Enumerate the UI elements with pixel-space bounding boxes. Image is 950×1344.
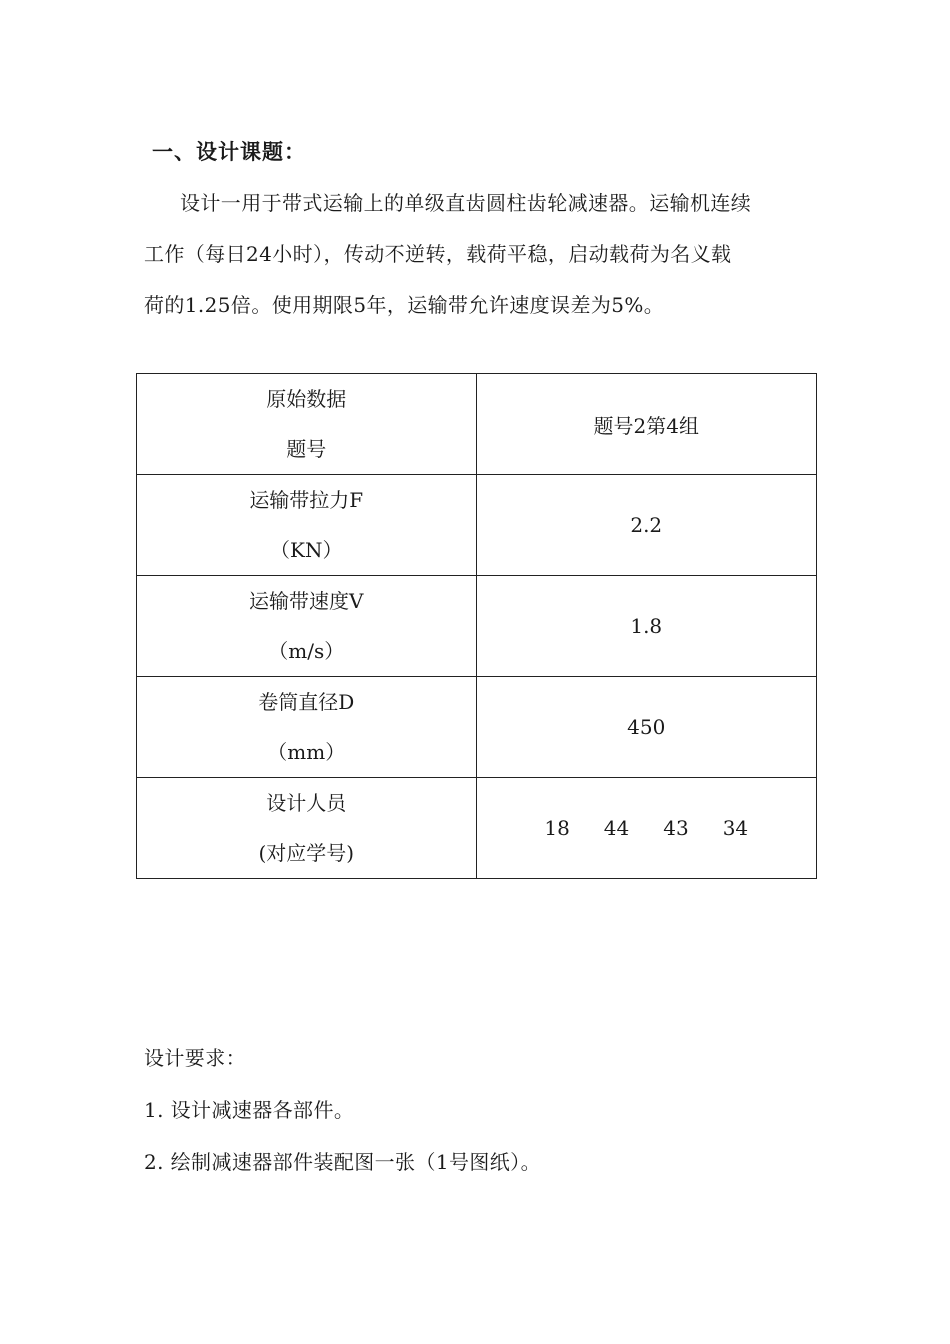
row-value: 2.2 [476,475,816,576]
requirement-item: 1. 设计减速器各部件。 [144,1098,355,1122]
row-label [137,778,477,879]
row-label [137,576,477,677]
table-row [137,677,817,778]
student-id: 44 [603,816,630,840]
label-line: (对应学号) [258,841,355,865]
requirements-section [144,1032,541,1188]
label-line: （m/s） [268,639,345,663]
label-line: （mm） [267,740,346,764]
label-line: （KN） [270,538,343,562]
student-id: 18 [544,816,570,840]
label-line: 设计人员 [266,791,347,815]
row-value: 450 [476,677,816,778]
label-line: 原始数据 [266,387,347,411]
label-line: 运输带速度V [249,589,364,613]
row-value: 题号2第4组 [476,374,816,475]
intro-line: 工作（每日24小时），传动不逆转，载荷平稳，启动载荷为名义载 [144,242,732,266]
row-value: 1.8 [476,576,816,677]
label-line: 卷筒直径D [258,690,355,714]
table-row [137,778,817,879]
student-id: 43 [663,816,689,840]
table-row [137,374,817,475]
label-line: 题号 [286,437,327,461]
section-heading: 一、设计课题： [152,140,306,164]
design-data-table [136,373,817,879]
student-id: 34 [722,816,749,840]
requirements-title: 设计要求： [144,1046,246,1070]
designer-ids [476,778,816,879]
row-label [137,374,477,475]
label-line: 运输带拉力F [249,488,364,512]
intro-paragraph [144,178,814,331]
requirement-item: 2. 绘制减速器部件装配图一张（1号图纸）。 [144,1150,541,1174]
row-label [137,475,477,576]
table-row [137,576,817,677]
table-row [137,475,817,576]
intro-line: 设计一用于带式运输上的单级直齿圆柱齿轮减速器。运输机连续 [180,191,752,215]
row-label [137,677,477,778]
intro-line: 荷的1.25倍。使用期限5年，运输带允许速度误差为5%。 [144,293,665,317]
